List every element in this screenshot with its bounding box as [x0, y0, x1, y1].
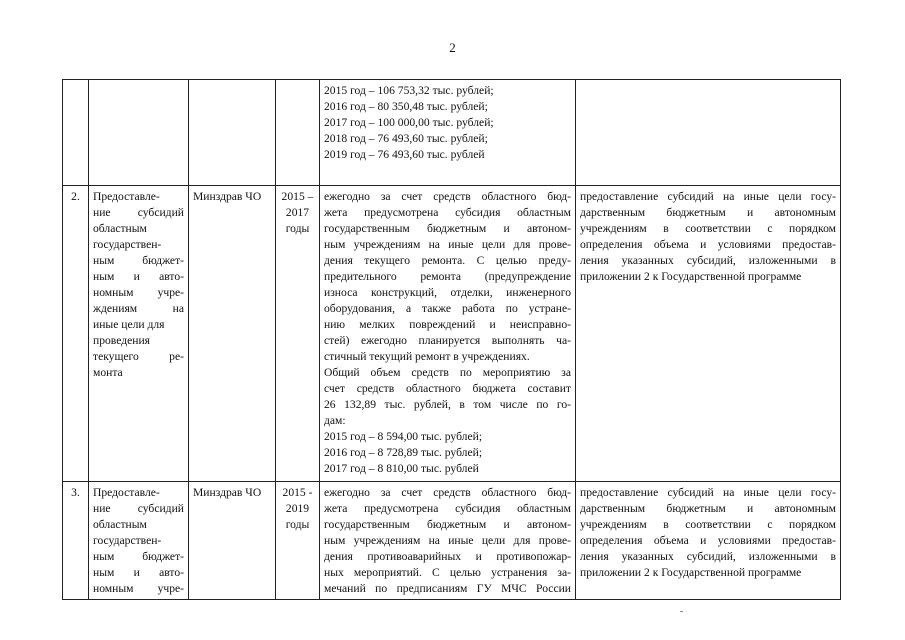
cell-number — [63, 80, 89, 186]
name-line: ным бюджет- — [93, 254, 184, 267]
content-line: стичный текущий ремонт в учреждениях. — [324, 350, 530, 363]
cell-result — [576, 482, 841, 600]
cell-number: 3. — [63, 482, 89, 600]
cell-period — [276, 80, 320, 186]
content-line: дения текущего ремонта. С целью преду- — [324, 254, 571, 267]
page-number: 2 — [449, 40, 456, 55]
content-line: государственным бюджетным и автоном- — [324, 222, 571, 235]
content-line: 26 132,89 тыс. рублей, в том числе по го- — [324, 398, 571, 411]
table-row-2 — [63, 186, 841, 482]
content-line: ным учреждениям на иные цели для прове- — [324, 238, 571, 251]
period-line: 2019 — [285, 502, 310, 515]
content-line: государственным бюджетным и автоном- — [324, 518, 571, 531]
result-line: учреждениям в соответствии с порядком — [580, 222, 836, 235]
result-line: определения объема и условиями предостав- — [580, 238, 836, 251]
period-line: 2017 — [285, 206, 310, 219]
name-line: государствен- — [93, 534, 162, 547]
result-line: приложении 2 к Государственной программе — [580, 566, 802, 579]
content-line: ежегодно за счет средств областного бюд- — [324, 190, 571, 203]
cell-number: 2. — [63, 186, 89, 482]
cell-content — [320, 80, 576, 186]
content-line: мечаний по предписаниям ГУ МЧС России — [324, 582, 571, 595]
result-line: приложении 2 к Государственной программе — [580, 270, 802, 283]
content-line: ных мероприятий. С целью устранения за- — [324, 566, 571, 579]
cell-result — [576, 80, 841, 186]
content-line: 2018 год – 76 493,60 тыс. рублей; — [324, 132, 488, 145]
cell-executor: Минздрав ЧО — [189, 482, 276, 600]
cell-executor: Минздрав ЧО — [189, 186, 276, 482]
name-line: монта — [93, 366, 123, 379]
name-line: Предоставле- — [93, 486, 160, 499]
result-line: дарственным бюджетным и автономным — [580, 502, 836, 515]
result-line: предоставление субсидий на иные цели госу- — [580, 190, 836, 203]
period-line: годы — [285, 518, 310, 531]
name-line: ным и авто- — [93, 270, 184, 283]
content-line: дам: — [324, 414, 346, 427]
content-line: жета предусмотрена субсидия областным — [324, 502, 571, 515]
result-line: ления указанных субсидий, изложенными в — [580, 254, 836, 267]
cell-executor — [189, 80, 276, 186]
content-line: нию мелких повреждений и неисправно- — [324, 318, 571, 331]
content-line: износа конструкций, отделки, инженерного — [324, 286, 571, 299]
content-line: стей) ежегодно планируется выполнять ча- — [324, 334, 571, 347]
content-line: предительного ремонта (предупреждение — [324, 270, 571, 283]
content-line: 2017 год – 100 000,00 тыс. рублей; — [324, 116, 494, 129]
name-line: номным учре- — [93, 286, 184, 299]
result-line: ления указанных субсидий, изложенными в — [580, 550, 836, 563]
cell-measure-name — [89, 482, 189, 600]
cell-result — [576, 186, 841, 482]
table-row-continuation — [63, 80, 841, 186]
content-line: 2017 год – 8 810,00 тыс. рублей — [324, 462, 479, 475]
result-line: дарственным бюджетным и автономным — [580, 206, 836, 219]
cell-content — [320, 186, 576, 482]
measures-table — [62, 79, 841, 600]
content-line: 2016 год – 80 350,48 тыс. рублей; — [324, 100, 488, 113]
name-line: ждениям на — [93, 302, 184, 315]
name-line: текущего ре- — [93, 350, 184, 363]
content-line: ным учреждениям на иные цели для прове- — [324, 534, 571, 547]
period-line: 2015 - — [282, 486, 313, 499]
name-line: государствен- — [93, 238, 162, 251]
scan-speck — [680, 611, 683, 612]
cell-measure-name — [89, 186, 189, 482]
result-line: определения объема и условиями предостав- — [580, 534, 836, 547]
cell-content — [320, 482, 576, 600]
content-line: оборудования, а также работа по устране- — [324, 302, 571, 315]
content-line: 2016 год – 8 728,89 тыс. рублей; — [324, 446, 483, 459]
name-line: Предоставле- — [93, 190, 160, 203]
name-line: ние субсидий — [93, 206, 184, 219]
content-line: жета предусмотрена субсидия областным — [324, 206, 571, 219]
result-line: учреждениям в соответствии с порядком — [580, 518, 836, 531]
cell-period — [276, 482, 320, 600]
result-line: предоставление субсидий на иные цели госу- — [580, 486, 836, 499]
name-line: иные цели для — [93, 318, 165, 331]
name-line: номным учре- — [93, 582, 184, 595]
content-line: 2015 год – 8 594,00 тыс. рублей; — [324, 430, 483, 443]
content-line: 2015 год – 106 753,32 тыс. рублей; — [324, 84, 494, 97]
name-line: ным бюджет- — [93, 550, 184, 563]
content-line: дения противоаварийных и противопожар- — [324, 550, 571, 563]
content-line: Общий объем средств по мероприятию за — [324, 366, 571, 379]
period-line: 2015 – — [281, 190, 314, 203]
table-row-3 — [63, 482, 841, 600]
content-line: 2019 год – 76 493,60 тыс. рублей — [324, 148, 485, 161]
cell-measure-name — [89, 80, 189, 186]
name-line: областным — [93, 222, 147, 235]
name-line: областным — [93, 518, 147, 531]
content-line: счет средств областного бюджета составит — [324, 382, 571, 395]
content-line: ежегодно за счет средств областного бюд- — [324, 486, 571, 499]
cell-period — [276, 186, 320, 482]
name-line: ным и авто- — [93, 566, 184, 579]
name-line: ние субсидий — [93, 502, 184, 515]
name-line: проведения — [93, 334, 150, 347]
period-line: годы — [285, 222, 310, 235]
